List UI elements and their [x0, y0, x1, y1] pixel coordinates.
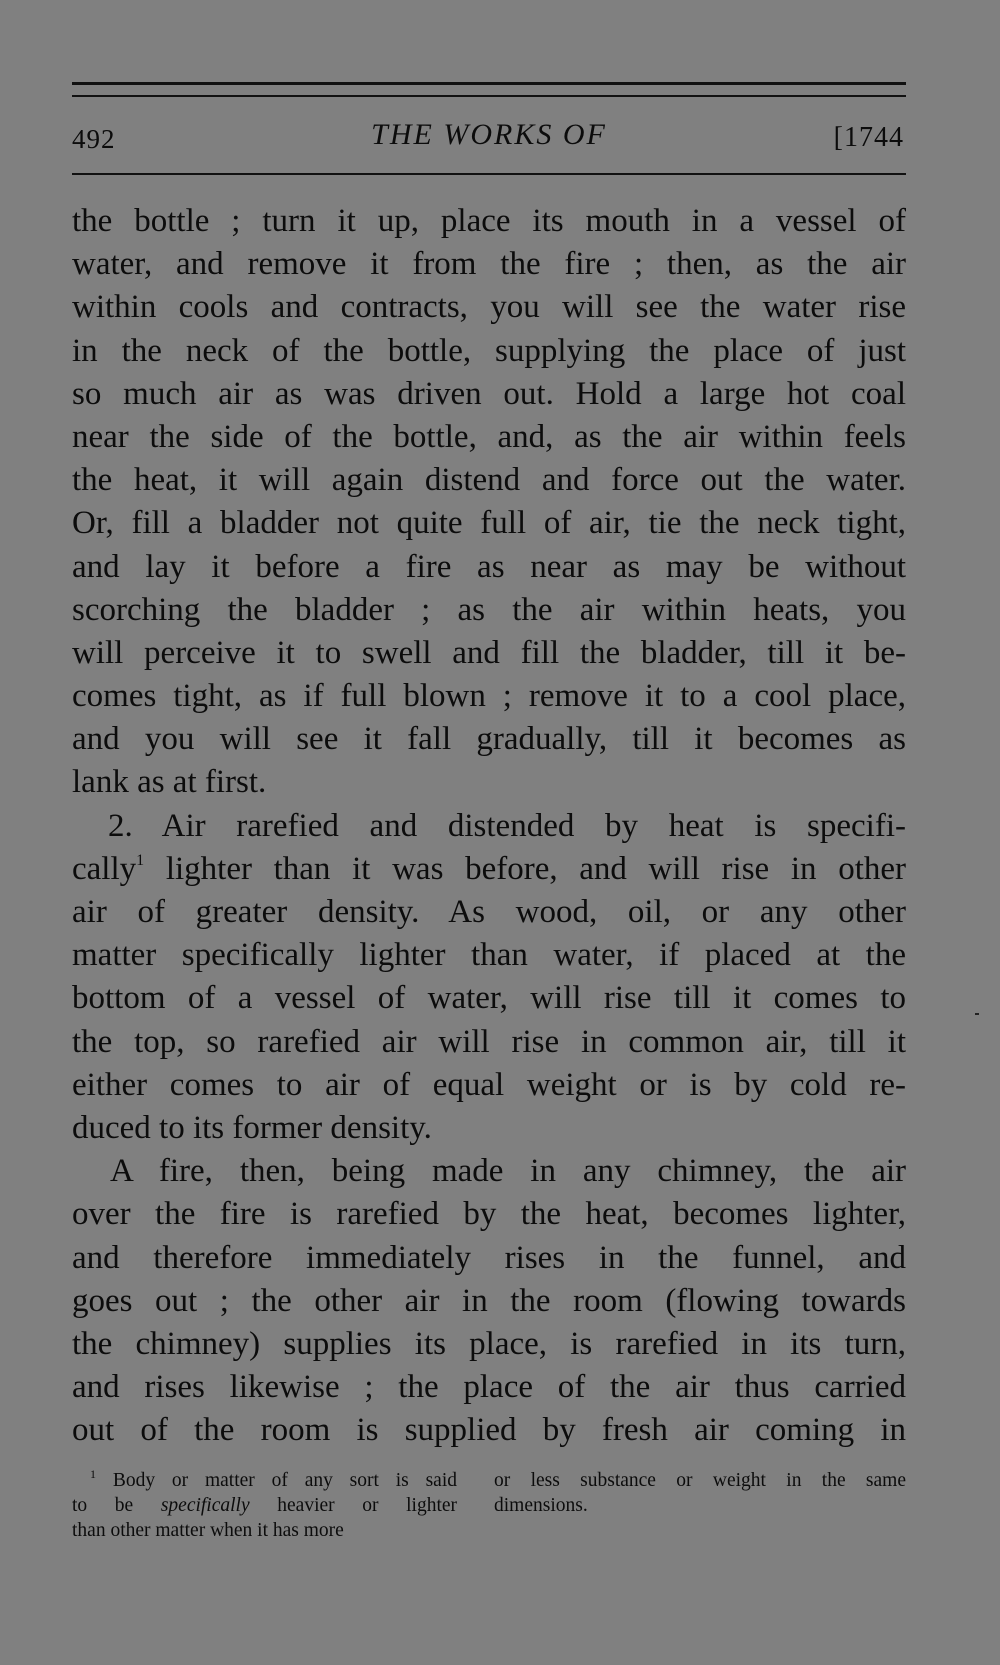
- footnote-emphasis: specifically: [160, 1495, 250, 1516]
- text-line: and lay it before a fire as near as may be without: [72, 548, 906, 585]
- text-line: over the fire is rarefied by the heat, becomes lighter,: [72, 1196, 906, 1233]
- text-line-with-footnote-ref: [72, 848, 906, 891]
- footnote-reference: 1: [136, 851, 145, 869]
- top-double-rule: [72, 82, 906, 97]
- header-rule: [72, 173, 906, 175]
- text-line: 2. Air rarefied and distended by heat is specifi-: [108, 807, 906, 844]
- footnote-line: [72, 1493, 457, 1518]
- footnote-line: than other matter when it has more: [72, 1520, 344, 1541]
- footnote-line: dimensions.: [494, 1495, 588, 1516]
- text-line: and rises likewise ; the place of the air thus carried: [72, 1369, 906, 1406]
- book-page: [72, 0, 906, 1665]
- running-year: [1744: [833, 122, 904, 153]
- footnote-column-left: [72, 1468, 457, 1543]
- text-line: within cools and contracts, you will see the water rise: [72, 289, 906, 326]
- text-line: duced to its former density.: [72, 1109, 432, 1146]
- footnote-column-right: [494, 1468, 906, 1518]
- text-line: scorching the bladder ; as the air within heats, you: [72, 591, 906, 628]
- text-line: matter specifically lighter than water, if placed at the: [72, 937, 906, 974]
- footnote-text: Body or matter of any sort is said: [112, 1470, 457, 1491]
- text-line: either comes to air of equal weight or is by cold re-: [72, 1066, 906, 1103]
- footnote-line: [72, 1468, 457, 1493]
- text-line: comes tight, as if full blown ; remove it to a cool place,: [72, 678, 906, 715]
- page-number: 492: [72, 124, 116, 154]
- text-fragment: lighter than it was before, and will rise in other: [165, 850, 907, 887]
- text-line: A fire, then, being made in any chimney, the air: [110, 1153, 906, 1190]
- text-line: and therefore immediately rises in the funnel, and: [72, 1239, 906, 1276]
- text-line: so much air as was driven out. Hold a large hot coal: [72, 375, 906, 412]
- footnote-text: heavier or lighter: [277, 1495, 458, 1516]
- text-line: the bottle ; turn it up, place its mouth in a vessel of: [72, 203, 906, 239]
- text-line: air of greater density. As wood, oil, or any other: [72, 894, 906, 930]
- text-line: lank as at first.: [72, 764, 267, 801]
- text-line: water, and remove it from the fire ; then, as the air: [72, 246, 906, 283]
- footnote-marker: 1: [90, 1467, 96, 1481]
- text-line: Or, fill a bladder not quite full of air, tie the neck tight,: [72, 505, 906, 542]
- text-line: goes out ; the other air in the room (flowing towards: [72, 1282, 906, 1319]
- text-line: the top, so rarefied air will rise in common air, till it: [72, 1023, 906, 1060]
- text-line: the chimney) supplies its place, is rarefied in its turn,: [72, 1325, 906, 1362]
- footnote-line: or less substance or weight in the same: [494, 1470, 906, 1491]
- body-text: [72, 200, 906, 1452]
- text-line: near the side of the bottle, and, as the air within feels: [72, 418, 906, 455]
- text-line: out of the room is supplied by fresh air coming in: [72, 1412, 906, 1449]
- running-title: THE WORKS OF: [371, 118, 607, 151]
- text-line: will perceive it to swell and fill the bladder, till it be-: [72, 634, 906, 671]
- text-fragment: cally: [72, 850, 137, 887]
- footnote-text: to be: [72, 1495, 134, 1516]
- text-line: and you will see it fall gradually, till it becomes as: [72, 721, 906, 758]
- text-line: bottom of a vessel of water, will rise till it comes to: [72, 980, 906, 1017]
- running-head: [72, 118, 906, 160]
- page-speck: [975, 1013, 979, 1015]
- text-line: in the neck of the bottle, supplying the place of just: [72, 332, 906, 369]
- text-line: the heat, it will again distend and force out the water.: [72, 462, 906, 499]
